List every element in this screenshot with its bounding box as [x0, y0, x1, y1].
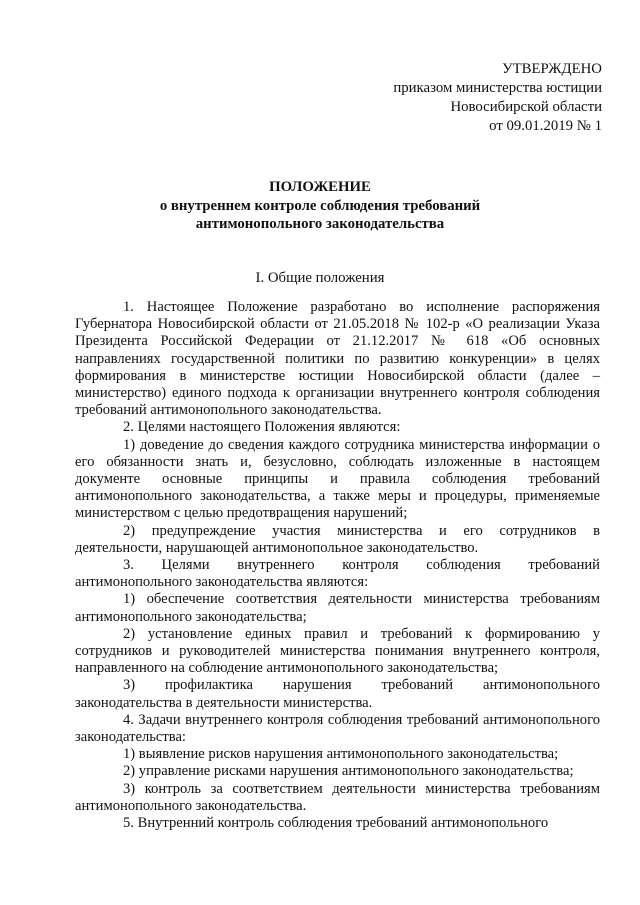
document-body — [75, 299, 600, 832]
paragraph: 1) выявление рисков нарушения антимонопольного законодательства; — [123, 746, 559, 763]
paragraph: 2) предупреждение участия министерства и его сотрудников в деятельности, нарушающей антимонопольное законодательство. — [75, 522, 600, 556]
paragraph: 1) доведение до сведения каждого сотрудника министерства информации о его обязанности знать и, безусловно, соблюдать изложенные в настоящем документе основные принципы и правила соблюдения требований антимонопольного законодательства, а также меры и процедуры, применяемые министерством с целью предотвращения нарушений; — [75, 436, 600, 522]
paragraph: 1. Настоящее Положение разработано во исполнение распоряжения Губернатора Новосибирской области от 21.05.2018 № 102-р «О реализации Указа Президента Российской Федерации от 21.12.2017 № 618 «Об основных направлениях государственной политики по развитию конкуренции» в целях формирования в министерстве юстиции Новосибирской области (далее – министерство) единого подхода к организации внутреннего контроля соблюдения требований антимонопольного законодательства. — [75, 299, 600, 419]
approval-line-3: Новосибирской области — [450, 99, 602, 115]
paragraph: 1) обеспечение соответствия деятельности министерства требованиям антимонопольного законодательства; — [75, 591, 600, 625]
approval-line-4: от 09.01.2019 № 1 — [489, 118, 602, 134]
paragraph: 2) управление рисками нарушения антимонопольного законодательства; — [123, 763, 574, 780]
paragraph: 4. Задачи внутреннего контроля соблюдения требований антимонопольного законодательства: — [75, 711, 600, 746]
paragraph: 3. Целями внутреннего контроля соблюдения требований антимонопольного законодательства являются: — [75, 557, 600, 591]
title-line-2: о внутреннем контроле соблюдения требований — [159, 197, 481, 214]
title-line-3: антимонопольного законодательства — [195, 216, 445, 232]
approval-stamp — [282, 60, 602, 136]
title-line-1: ПОЛОЖЕНИЕ — [269, 179, 371, 195]
paragraph: 2) установление единых правил и требований к формированию у сотрудников и руководителей министерства понимания внутреннего контроля, направленного на соблюдение антимонопольного законодательства; — [75, 625, 600, 677]
paragraph: 5. Внутренний контроль соблюдения требований антимонопольного — [123, 815, 549, 832]
paragraph: 3) контроль за соответствием деятельности министерства требованиям антимонопольного законодательства. — [75, 780, 600, 814]
document-title — [40, 178, 600, 234]
approval-line-2: приказом министерства юстиции — [393, 80, 602, 96]
paragraph: 3) профилактика нарушения требований антимонопольного законодательства в деятельности министерства. — [75, 677, 600, 711]
approval-line-1: УТВЕРЖДЕНО — [502, 61, 602, 77]
paragraph: 2. Целями настоящего Положения являются: — [123, 419, 401, 436]
section-heading: I. Общие положения — [255, 270, 385, 286]
